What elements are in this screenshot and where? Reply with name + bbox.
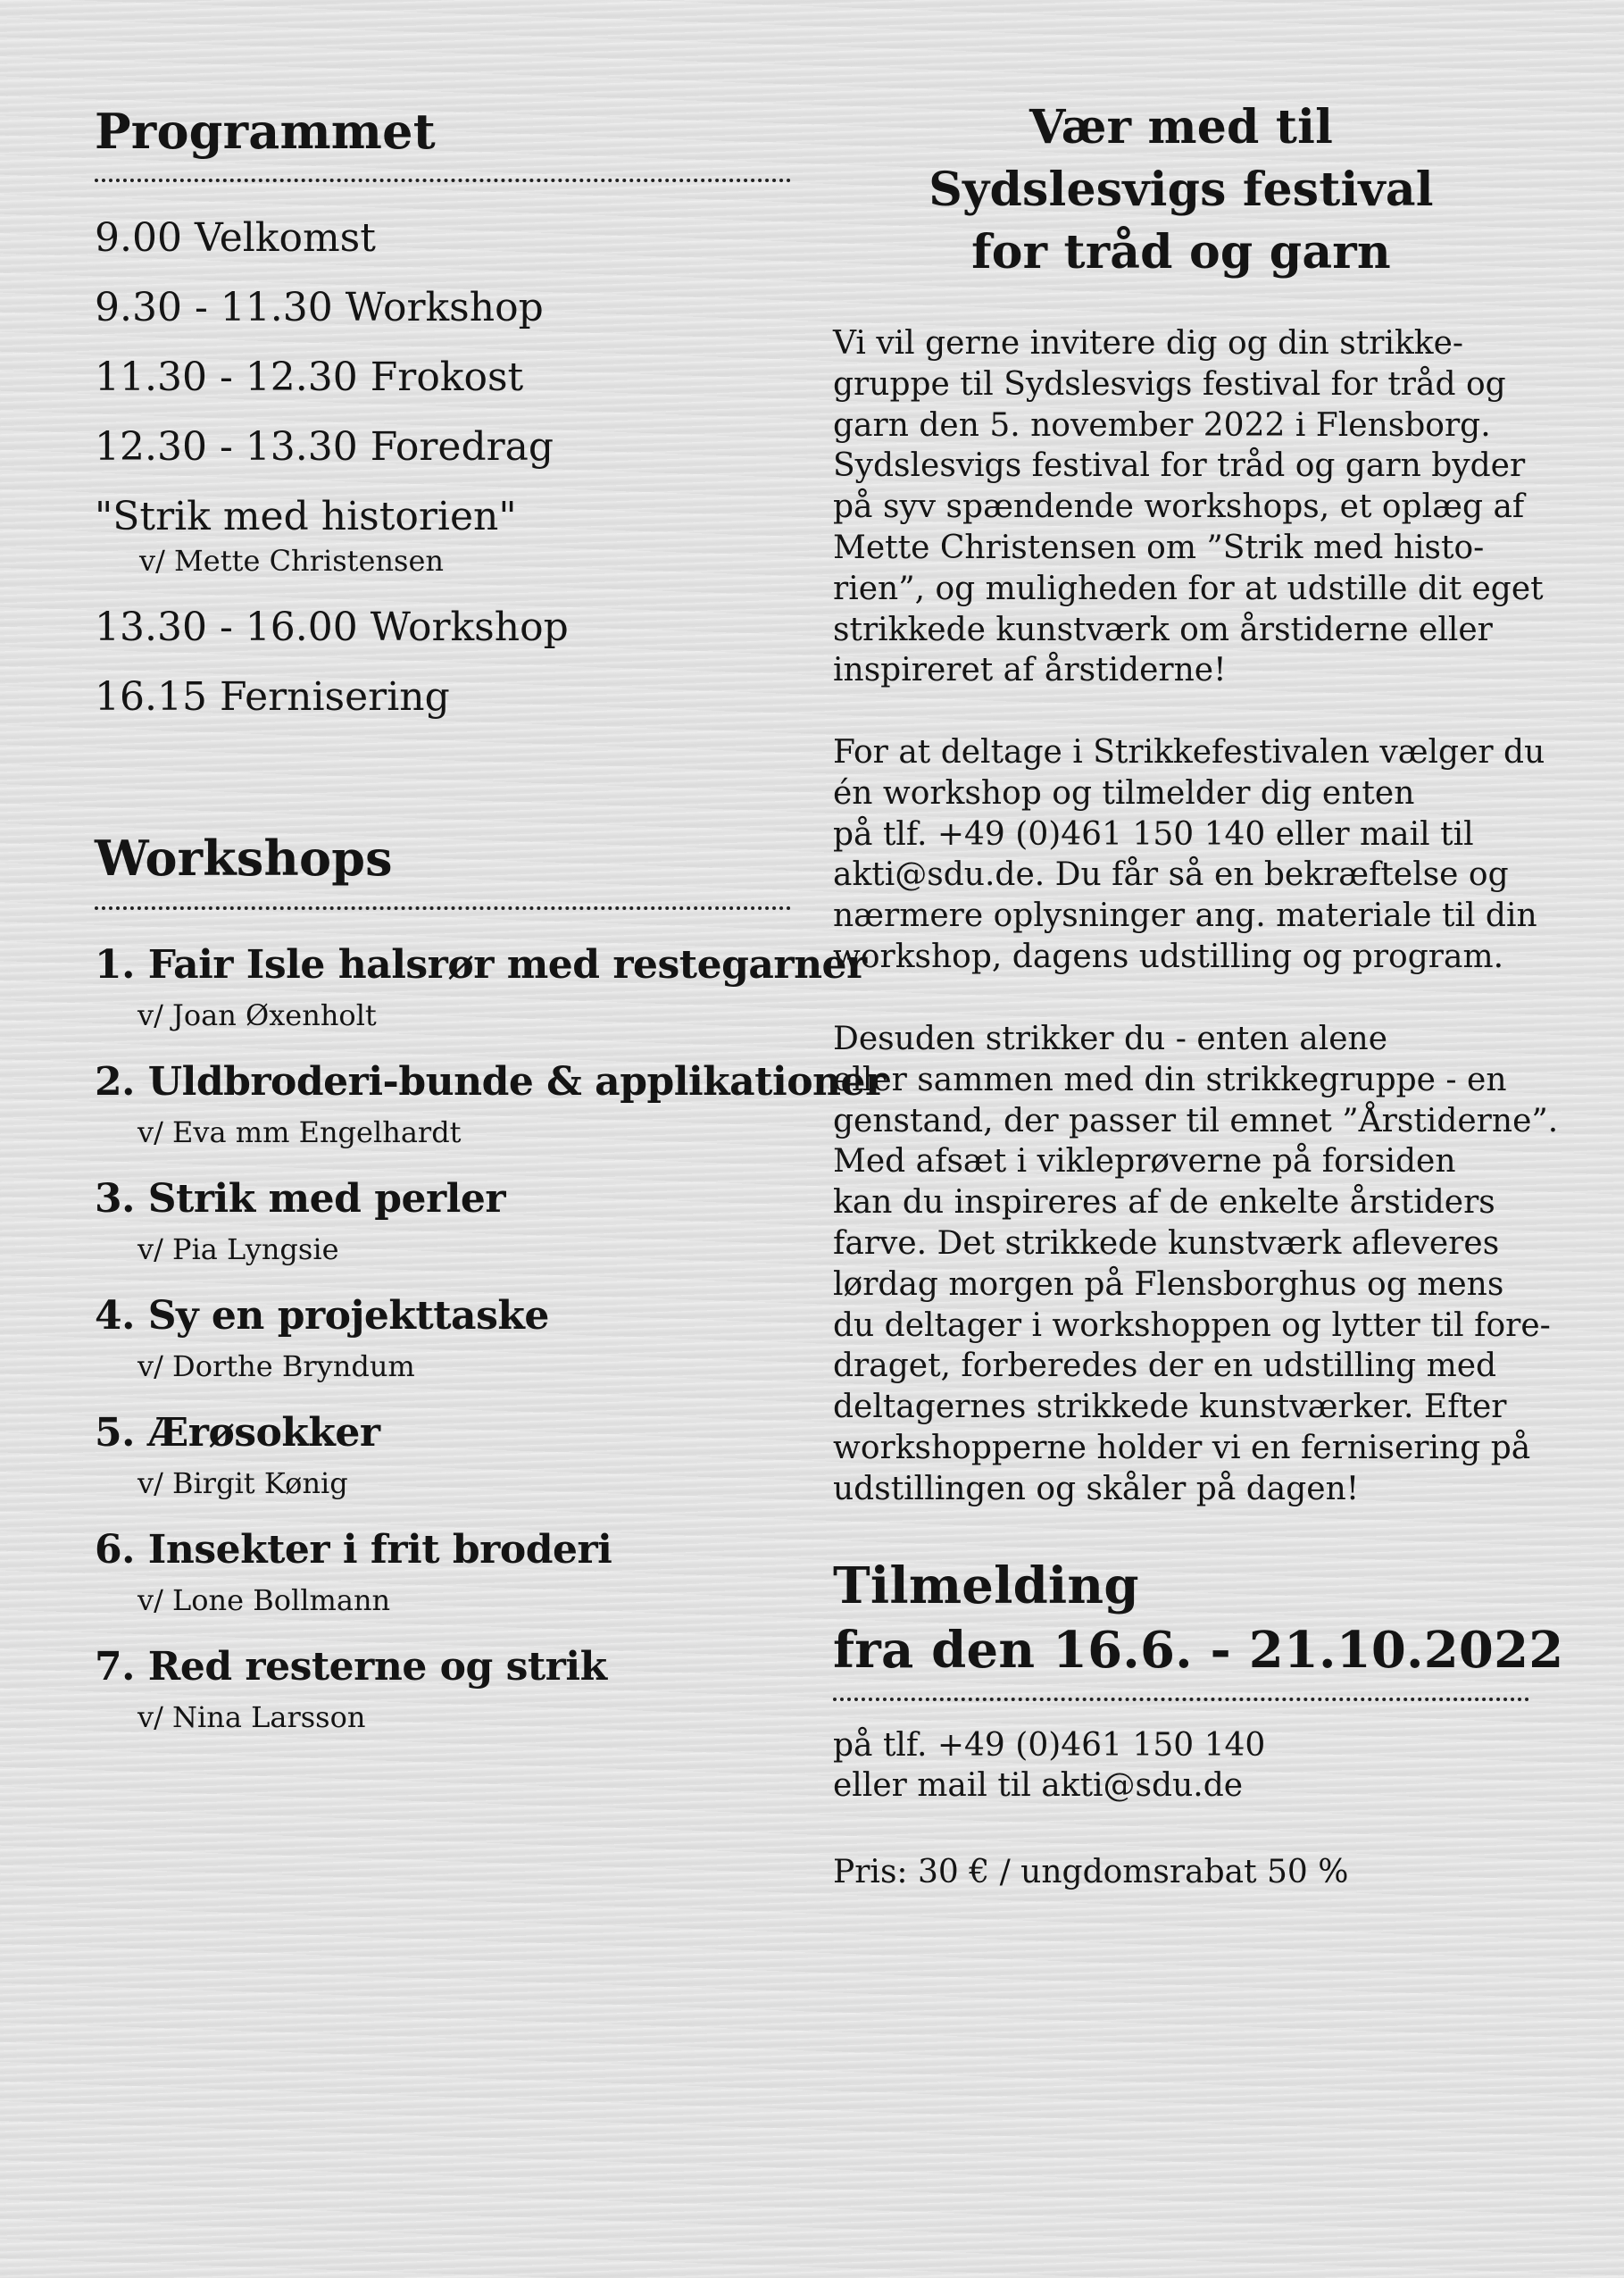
- workshop-name: 2. Uldbroderi-bunde & applikationer: [95, 1059, 886, 1105]
- workshop-teacher: v/ Dorthe Bryndum: [137, 1349, 415, 1383]
- workshop-teacher: v/ Pia Lyngsie: [137, 1232, 339, 1266]
- text-line: kan du inspireres af de enkelte årstiders: [833, 1184, 1495, 1222]
- participation-paragraph: [833, 732, 1545, 978]
- contact-phone: på tlf. +49 (0)461 150 140: [833, 1727, 1266, 1764]
- text-line: nærmere oplysninger ang. materiale til din: [833, 897, 1537, 935]
- text-line: lørdag morgen på Flensborghus og mens: [833, 1265, 1504, 1303]
- text-line: Med afsæt i vikleprøverne på forsiden: [833, 1143, 1456, 1181]
- text-line: Mette Christensen om ”Strik med histo-: [833, 529, 1485, 566]
- text-line: Sydslesvigs festival for tråd og garn byder: [833, 447, 1526, 485]
- invitation-heading-line: for tråd og garn: [971, 225, 1391, 280]
- text-line: workshop, dagens udstilling og program.: [833, 938, 1504, 975]
- workshop-name: 7. Red resterne og strik: [95, 1644, 607, 1690]
- text-line: For at deltage i Strikkefestivalen vælger du: [833, 734, 1545, 771]
- text-line: farve. Det strikkede kunstværk afleveres: [833, 1224, 1500, 1262]
- program-divider: [95, 179, 791, 182]
- text-line: gruppe til Sydslesvigs festival for tråd og: [833, 365, 1506, 403]
- text-line: deltagernes strikkede kunstværker. Efter: [833, 1389, 1507, 1426]
- invitation-paragraph: [833, 323, 1544, 691]
- text-line: inspireret af årstiderne!: [833, 652, 1227, 689]
- program-list: [95, 204, 791, 732]
- price-info: Pris: 30 € / ungdomsrabat 50 %: [833, 1854, 1349, 1890]
- contact-email: eller mail til akti@sdu.de: [833, 1767, 1244, 1804]
- program-item: 9.00 Velkomst: [95, 215, 376, 261]
- workshop-name: 6. Insekter i frit broderi: [95, 1527, 612, 1573]
- program-item: "Strik med historien": [95, 494, 517, 539]
- program-item: 13.30 - 16.00 Workshop: [95, 605, 569, 650]
- registration-heading: [833, 1554, 1563, 1682]
- text-line: på tlf. +49 (0)461 150 140 eller mail til: [833, 815, 1474, 853]
- text-line: workshopperne holder vi en fernisering på: [833, 1429, 1531, 1466]
- workshop-item: [95, 1050, 886, 1167]
- registration-contact: [833, 1725, 1265, 1806]
- text-line: garn den 5. november 2022 i Flensborg.: [833, 406, 1491, 444]
- workshop-item: [95, 1167, 809, 1284]
- text-line: draget, forberedes der en udstilling med: [833, 1348, 1497, 1385]
- program-item: 12.30 - 13.30 Foredrag: [95, 424, 554, 470]
- workshop-name: 1. Fair Isle halsrør med restegarner: [95, 942, 867, 988]
- workshop-item: [95, 933, 867, 1050]
- exhibition-paragraph: [833, 1019, 1559, 1510]
- text-line: Desuden strikker du - enten alene: [833, 1021, 1387, 1057]
- workshop-name: 4. Sy en projekttaske: [95, 1293, 549, 1339]
- invitation-heading-line: Sydslesvigs festival: [929, 163, 1434, 217]
- workshop-teacher: v/ Lone Bollmann: [137, 1583, 391, 1617]
- workshop-item: [95, 1518, 809, 1635]
- registration-divider: [833, 1698, 1529, 1701]
- text-line: Vi vil gerne invitere dig og din strikke-: [833, 325, 1464, 362]
- workshop-item: [95, 1635, 809, 1752]
- invitation-heading: [833, 96, 1529, 284]
- program-item: 11.30 - 12.30 Frokost: [95, 355, 524, 400]
- text-line: akti@sdu.de. Du får så en bekræftelse og: [833, 856, 1509, 894]
- workshops-divider: [95, 906, 791, 910]
- program-item: 9.30 - 11.30 Workshop: [95, 285, 544, 330]
- workshop-name: 5. Ærøsokker: [95, 1410, 380, 1456]
- program-item-speaker: v/ Mette Christensen: [139, 544, 444, 578]
- text-line: eller sammen med din strikkegruppe - en: [833, 1061, 1507, 1098]
- registration-heading-line: Tilmelding: [833, 1556, 1139, 1615]
- invitation-heading-line: Vær med til: [1029, 100, 1334, 154]
- registration-heading-line: fra den 16.6. - 21.10.2022: [833, 1621, 1564, 1680]
- program-item: 16.15 Fernisering: [95, 674, 450, 720]
- workshop-name: 3. Strik med perler: [95, 1176, 506, 1222]
- workshop-teacher: v/ Birgit Kønig: [137, 1466, 348, 1500]
- text-line: udstillingen og skåler på dagen!: [833, 1470, 1360, 1507]
- text-line: strikkede kunstværk om årstiderne eller: [833, 611, 1493, 648]
- workshop-item: [95, 1284, 809, 1401]
- workshop-item: [95, 1401, 809, 1518]
- workshop-teacher: v/ Eva mm Engelhardt: [137, 1115, 462, 1149]
- workshop-teacher: v/ Joan Øxenholt: [137, 998, 377, 1032]
- text-line: genstand, der passer til emnet ”Årstiderne”.: [833, 1102, 1559, 1139]
- workshops-list: [95, 933, 886, 1752]
- text-line: du deltager i workshoppen og lytter til fore-: [833, 1306, 1551, 1344]
- workshops-heading: Workshops: [95, 830, 393, 887]
- text-line: én workshop og tilmelder dig enten: [833, 774, 1415, 812]
- workshop-teacher: v/ Nina Larsson: [137, 1700, 366, 1734]
- program-heading: Programmet: [95, 103, 436, 160]
- text-line: på syv spændende workshops, et oplæg af: [833, 488, 1525, 526]
- text-line: rien”, og muligheden for at udstille dit eget: [833, 570, 1544, 607]
